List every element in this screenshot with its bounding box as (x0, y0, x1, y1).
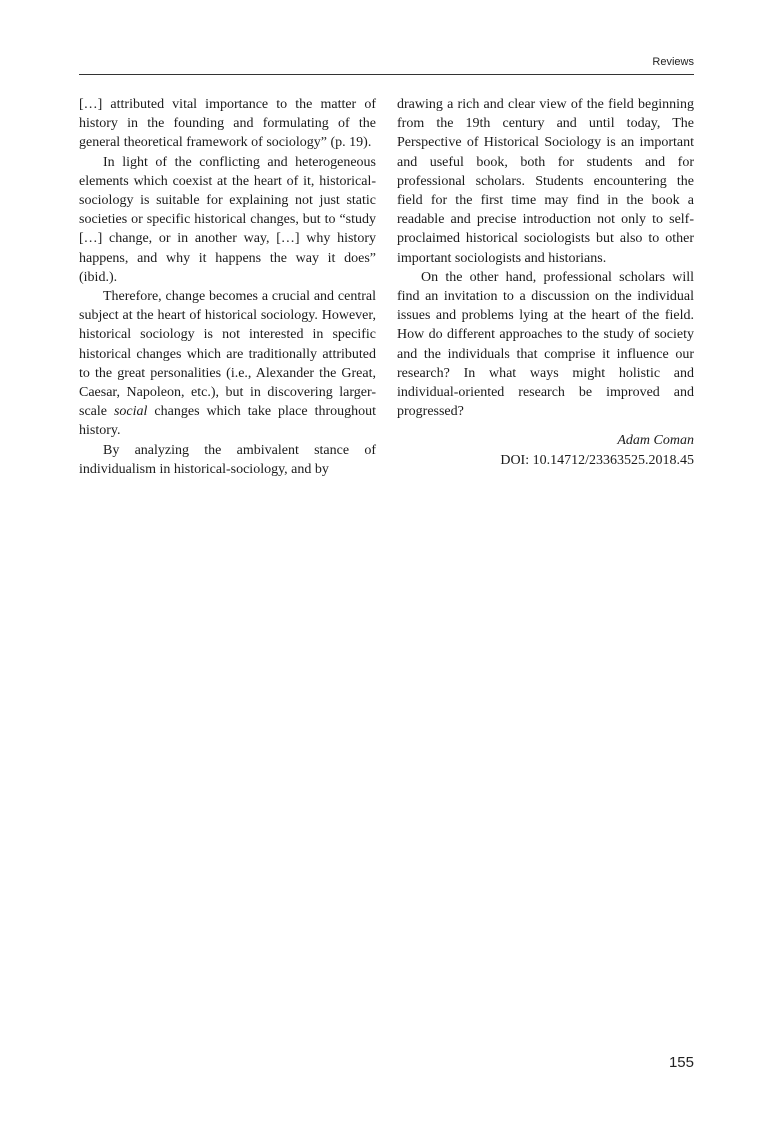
header-rule (79, 74, 694, 75)
left-paragraph-3-text: Therefore, change becomes a crucial and central subject at the heart of historical sociology. However, historical sociology is not interested in specific historical changes which are traditionally attributed to the great personalities (i.e., Alexander the Great, Caesar, Napoleon, etc.), but in discovering larger-scale (79, 289, 376, 420)
emphasis-social: social (113, 404, 148, 420)
left-paragraph-1: […] attributed vital importance to the matter of history in the founding and formulating of the general theoretical framework of sociology” (p. 19). (79, 97, 376, 151)
left-paragraph-2: In light of the conflicting and heterogeneous elements which coexist at the heart of it, historical-sociology is suitable for explaining not just static societies or specific historical changes, but to “study […] change, or in another way, […] why history happens, and why it happens the way it does” (ibid.). (79, 154, 376, 285)
author-name: Adam Coman (617, 433, 694, 449)
right-column (397, 95, 694, 470)
right-paragraph-2: On the other hand, professional scholars will find an invitation to a discussion on the individual issues and problems lying at the heart of the field. How do different approaches to the study of society and the individuals that comprise it influence our research? In what ways might holistic and individual-oriented research be improved and progressed? (397, 269, 694, 420)
left-paragraph-4: By analyzing the ambivalent stance of individualism in historical-sociology, and by (79, 442, 376, 477)
left-paragraph-3 (79, 287, 376, 441)
left-paragraph-3-end: changes which take place throughout history. (79, 404, 377, 439)
page-number: 155 (668, 1054, 694, 1071)
left-column (79, 95, 376, 479)
doi-line: DOI: 10.14712/23363525.2018.45 (500, 452, 694, 468)
right-paragraph-1: drawing a rich and clear view of the field beginning from the 19th century and until today, The Perspective of Historical Sociology is an important and useful book, both for students and for professional scholars. Students encountering the field for the first time may find in the book a readable and precise introduction not only to self-proclaimed historical sociologists but also to other important sociologists and historians. (397, 97, 694, 266)
running-head-section: Reviews (652, 56, 694, 68)
